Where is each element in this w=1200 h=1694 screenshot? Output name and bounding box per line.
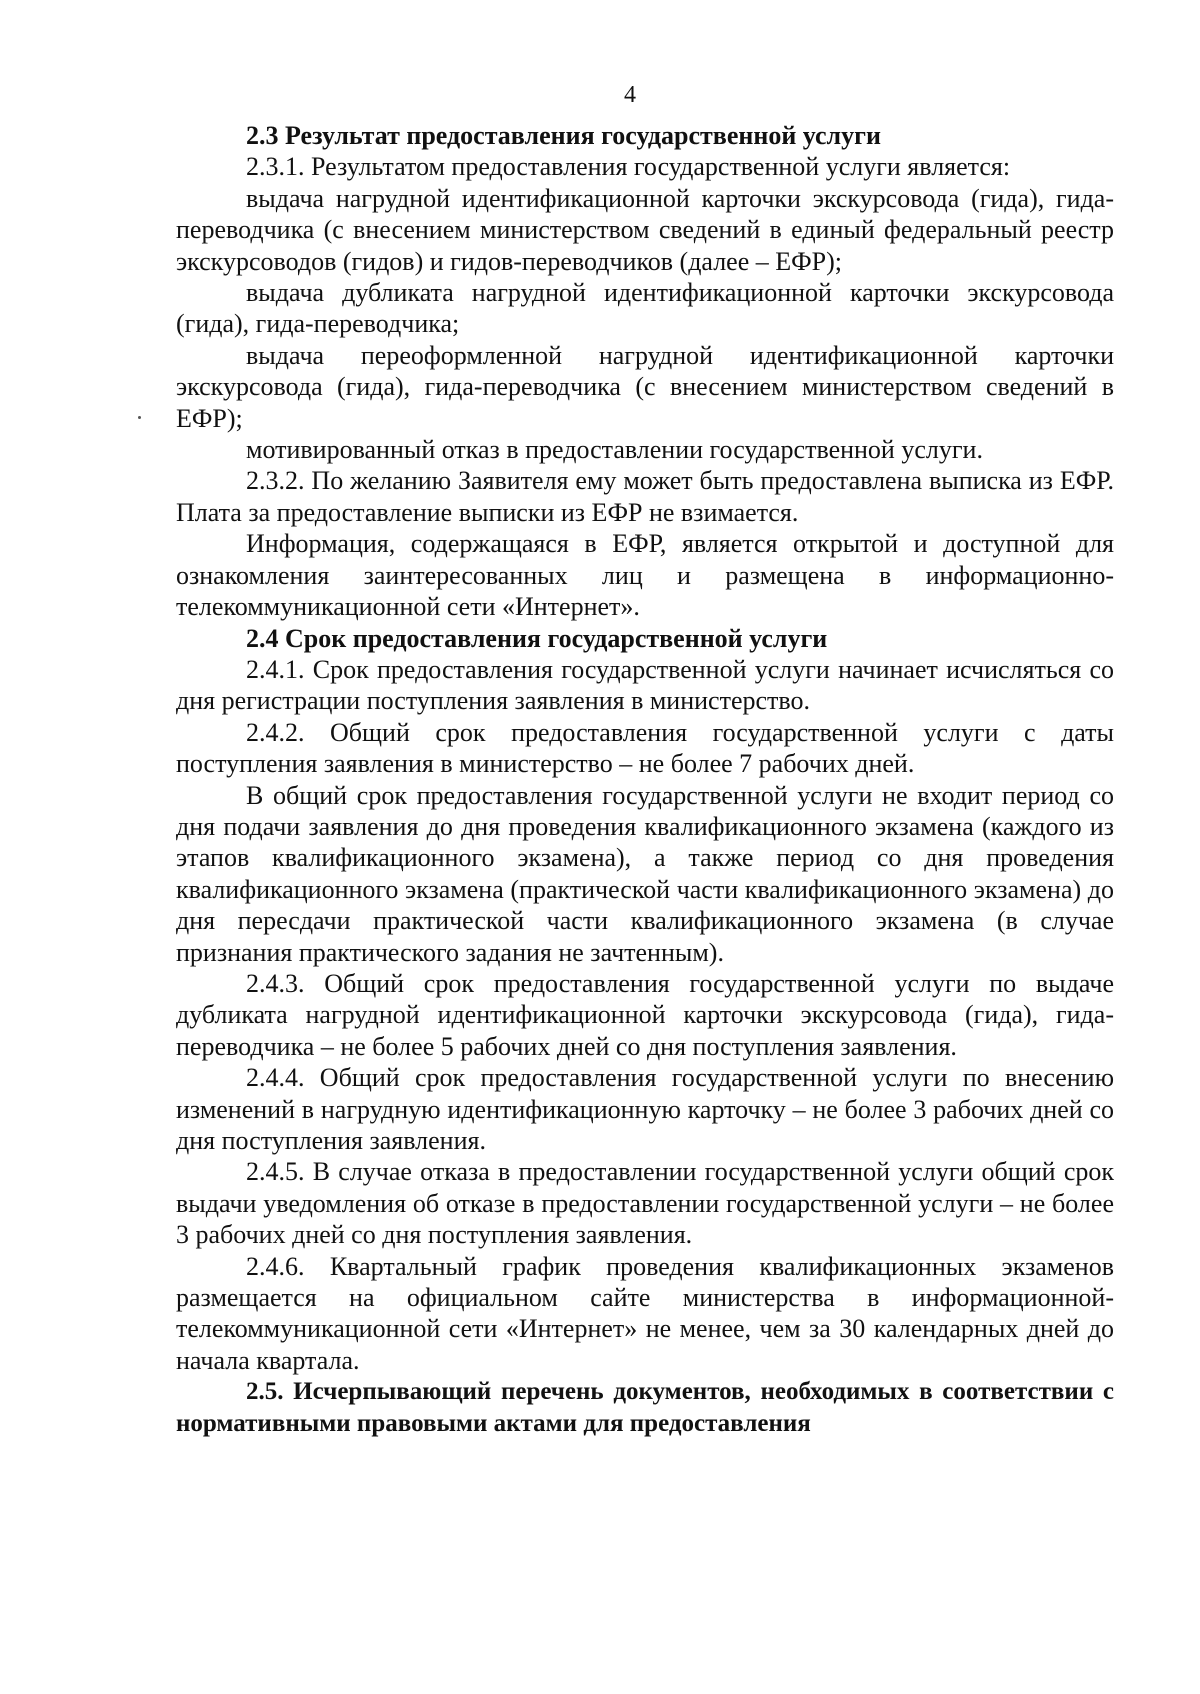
paragraph-result-card: выдача нагрудной идентификационной карточки экскурсовода (гида), гида-переводчика (с внесением министерством сведений в единый федеральный реестр экскурсоводов (гидов) и гидов-переводчиков (далее – ЕФР); [176, 183, 1114, 276]
section-2-3-heading: 2.3 Результат предоставления государственной услуги [246, 121, 881, 150]
paragraph-2-4-4: 2.4.4. Общий срок предоставления государственной услуги по внесению изменений в нагрудную идентификационную карточку – не более 3 рабочих дней со дня поступления заявления. [176, 1063, 1114, 1155]
paragraph-2-4-1: 2.4.1. Срок предоставления государственной услуги начинает исчисляться со дня регистрации поступления заявления в министерство. [176, 654, 1114, 716]
paragraph-period-exclusion: В общий срок предоставления государственной услуги не входит период со дня подачи заявления до дня проведения квалификационного экзамена (каждого из этапов квалификационного экзамена), а также период со дня проведения квалификационного экзамена (практической части квалификационного экзамена) до дня пересдачи практической части квалификационного экзамена (в случае признания практического задания не зачтенным). [176, 780, 1114, 967]
scan-speck [138, 416, 141, 419]
document-body [176, 120, 1114, 1439]
paragraph-2-3-1: 2.3.1. Результатом предоставления государственной услуги является: [246, 152, 1011, 182]
paragraph-2-3-2: 2.3.2. По желанию Заявителя ему может быть предоставлена выписка из ЕФР. Плата за предоставление выписки из ЕФР не взимается. [176, 466, 1114, 527]
section-2-5-heading: 2.5. Исчерпывающий перечень документов, необходимых в соответствии с нормативными правовыми актами для предоставления [176, 1378, 1114, 1437]
paragraph-result-refusal: мотивированный отказ в предоставлении государственной услуги. [246, 435, 983, 465]
paragraph-2-4-3: 2.4.3. Общий срок предоставления государственной услуги по выдаче дубликата нагрудной идентификационной карточки экскурсовода (гида), гида-переводчика – не более 5 рабочих дней со дня поступления заявления. [176, 968, 1114, 1061]
paragraph-result-reissued: выдача переоформленной нагрудной идентификационной карточки экскурсовода (гида), гида-переводчика (с внесением министерством сведений в ЕФР); [176, 340, 1114, 433]
paragraph-2-4-6: 2.4.6. Квартальный график проведения квалификационных экзаменов размещается на официальном сайте министерства в информационной-телекоммуникационной сети «Интернет» не менее, чем за 30 календарных дней до начала квартала. [176, 1251, 1114, 1375]
paragraph-efr-info: Информация, содержащаяся в ЕФР, является открытой и доступной для ознакомления заинтересованных лиц и размещена в информационно-телекоммуникационной сети «Интернет». [176, 529, 1114, 622]
section-2-4-heading: 2.4 Срок предоставления государственной услуги [246, 623, 828, 653]
paragraph-result-duplicate: выдача дубликата нагрудной идентификационной карточки экскурсовода (гида), гида-переводчика; [176, 278, 1114, 339]
page-number: 4 [624, 82, 636, 108]
paragraph-2-4-2: 2.4.2. Общий срок предоставления государственной услуги с даты поступления заявления в министерство – не более 7 рабочих дней. [176, 717, 1114, 779]
paragraph-2-4-5: 2.4.5. В случае отказа в предоставлении государственной услуги общий срок выдачи уведомления об отказе в предоставлении государственной услуги – не более 3 рабочих дней со дня поступления заявления. [176, 1157, 1114, 1250]
